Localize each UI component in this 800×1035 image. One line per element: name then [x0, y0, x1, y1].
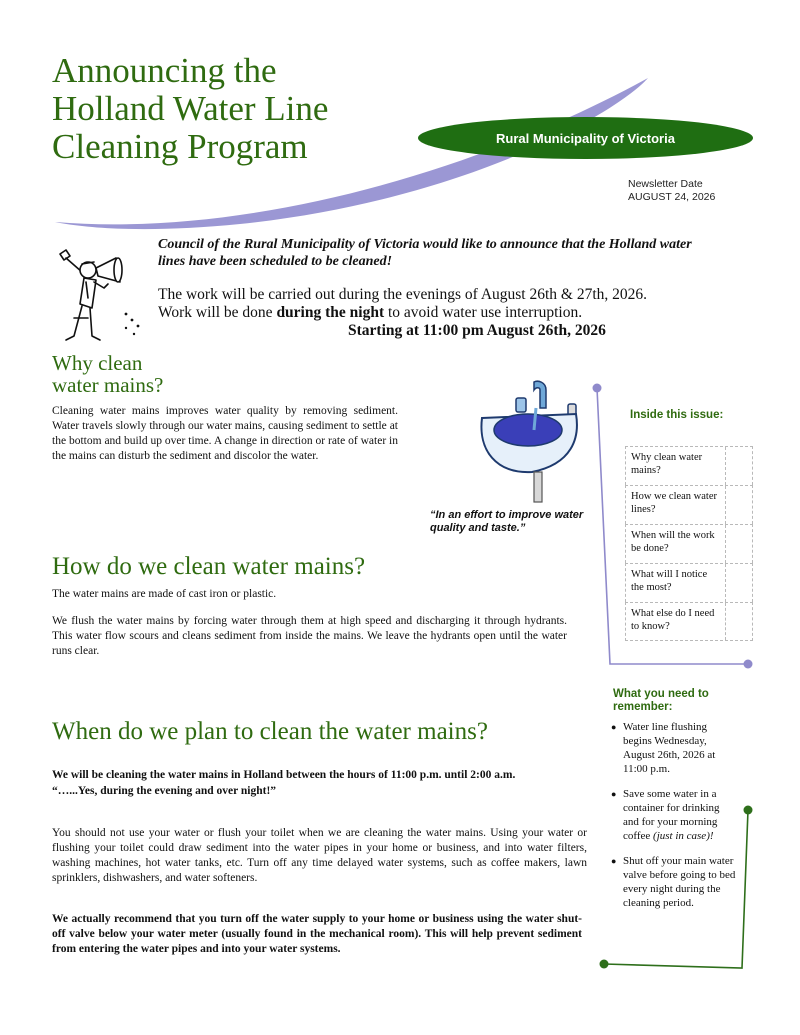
announcement-text: Council of the Rural Municipality of Victoria would like to announce that the Holland water lines have been scheduled to be cleaned!: [158, 237, 692, 269]
why-heading-line-1: Why clean: [52, 351, 143, 375]
bullet-icon: ●: [611, 789, 617, 799]
when-paragraph-2: You should not use your water or flush your toilet when we are cleaning the water mains. Using your water or flushing your toilet could draw sediment into the water pipes in your home or business, and into water filters, washing machines, hot water tanks, etc. Turn off any time delayed water systems, such as coffee makers, lawn sprinklers, dishwashers, and water softeners.: [52, 827, 587, 884]
why-body: Cleaning water mains improves water quality by removing sediment. Water travels slowly through our water mains, causing sediment to settle at the bottom and build up over time. A change in direction or rate of water in the mains can disturb the sediment and discolor the water.: [52, 405, 398, 462]
newsletter-date-label: Newsletter Date: [628, 178, 703, 190]
list-item: [611, 720, 736, 776]
work-line-2-post: to avoid water use interruption.: [384, 304, 583, 321]
pull-quote: “In an effort to improve water quality and taste.”: [430, 509, 584, 534]
toc-item[interactable]: When will the work be done?: [625, 524, 753, 563]
bullet-icon: ●: [611, 856, 617, 866]
how-paragraph-2: We flush the water mains by forcing water through them at high speed and discharging it through hydrants. This water flow scours and cleans sediment from inside the mains. We leave the hydrants open until the water runs clear.: [52, 615, 567, 657]
how-heading: How do we clean water mains?: [52, 553, 366, 580]
bullet-icon: ●: [611, 722, 617, 732]
org-name: Rural Municipality of Victoria: [496, 130, 675, 146]
toc-item[interactable]: What else do I need to know?: [625, 602, 753, 641]
remember-item-text: Shut off your main water valve before going to bed every night during the cleaning period.: [623, 855, 736, 909]
title-line-2: Holland Water Line: [52, 89, 329, 128]
start-time-line: Starting at 11:00 pm August 26th, 2026: [348, 322, 606, 339]
how-paragraph-1: The water mains are made of cast iron or plastic.: [52, 588, 277, 600]
work-line-2-pre: Work will be done: [158, 304, 277, 321]
work-line-1: The work will be carried out during the evenings of August 26th & 27th, 2026.: [158, 286, 648, 303]
remember-item-text: Save some water in a container for drinking and for your morning coffee: [623, 788, 720, 842]
remember-item-italic: (just in case)!: [653, 830, 714, 842]
inside-issue-title: Inside this issue:: [630, 409, 724, 421]
remember-list: [611, 720, 736, 921]
when-bold-line: We will be cleaning the water mains in Holland between the hours of 11:00 p.m. until 2:00 a.m.: [52, 769, 516, 781]
when-heading: When do we plan to clean the water mains?: [52, 718, 488, 745]
title-line-3: Cleaning Program: [52, 127, 308, 166]
remember-item-text: Water line flushing begins Wednesday, August 26th, 2026 at 11:00 p.m.: [623, 721, 716, 775]
table-of-contents: [625, 446, 753, 641]
remember-title: What you need to remember:: [613, 688, 709, 713]
newsletter-date-value: AUGUST 24, 2026: [628, 191, 716, 203]
work-line-2-bold: during the night: [276, 304, 385, 321]
list-item: [611, 854, 736, 910]
list-item: [611, 787, 736, 843]
toc-item[interactable]: What will I notice the most?: [625, 563, 753, 602]
title-line-1: Announcing the: [52, 51, 277, 90]
toc-item[interactable]: Why clean water mains?: [625, 446, 753, 485]
toc-item[interactable]: How we clean water lines?: [625, 485, 753, 524]
when-paragraph-3: We actually recommend that you turn off the water supply to your home or business using the water shut-off valve below your water meter (usually found in the mechanical room). This will help prevent sediment from entering the water pipes and into your water systems.: [52, 913, 582, 955]
why-heading-line-2: water mains?: [52, 373, 164, 397]
when-quote-line: “…...Yes, during the evening and over night!”: [52, 785, 277, 797]
